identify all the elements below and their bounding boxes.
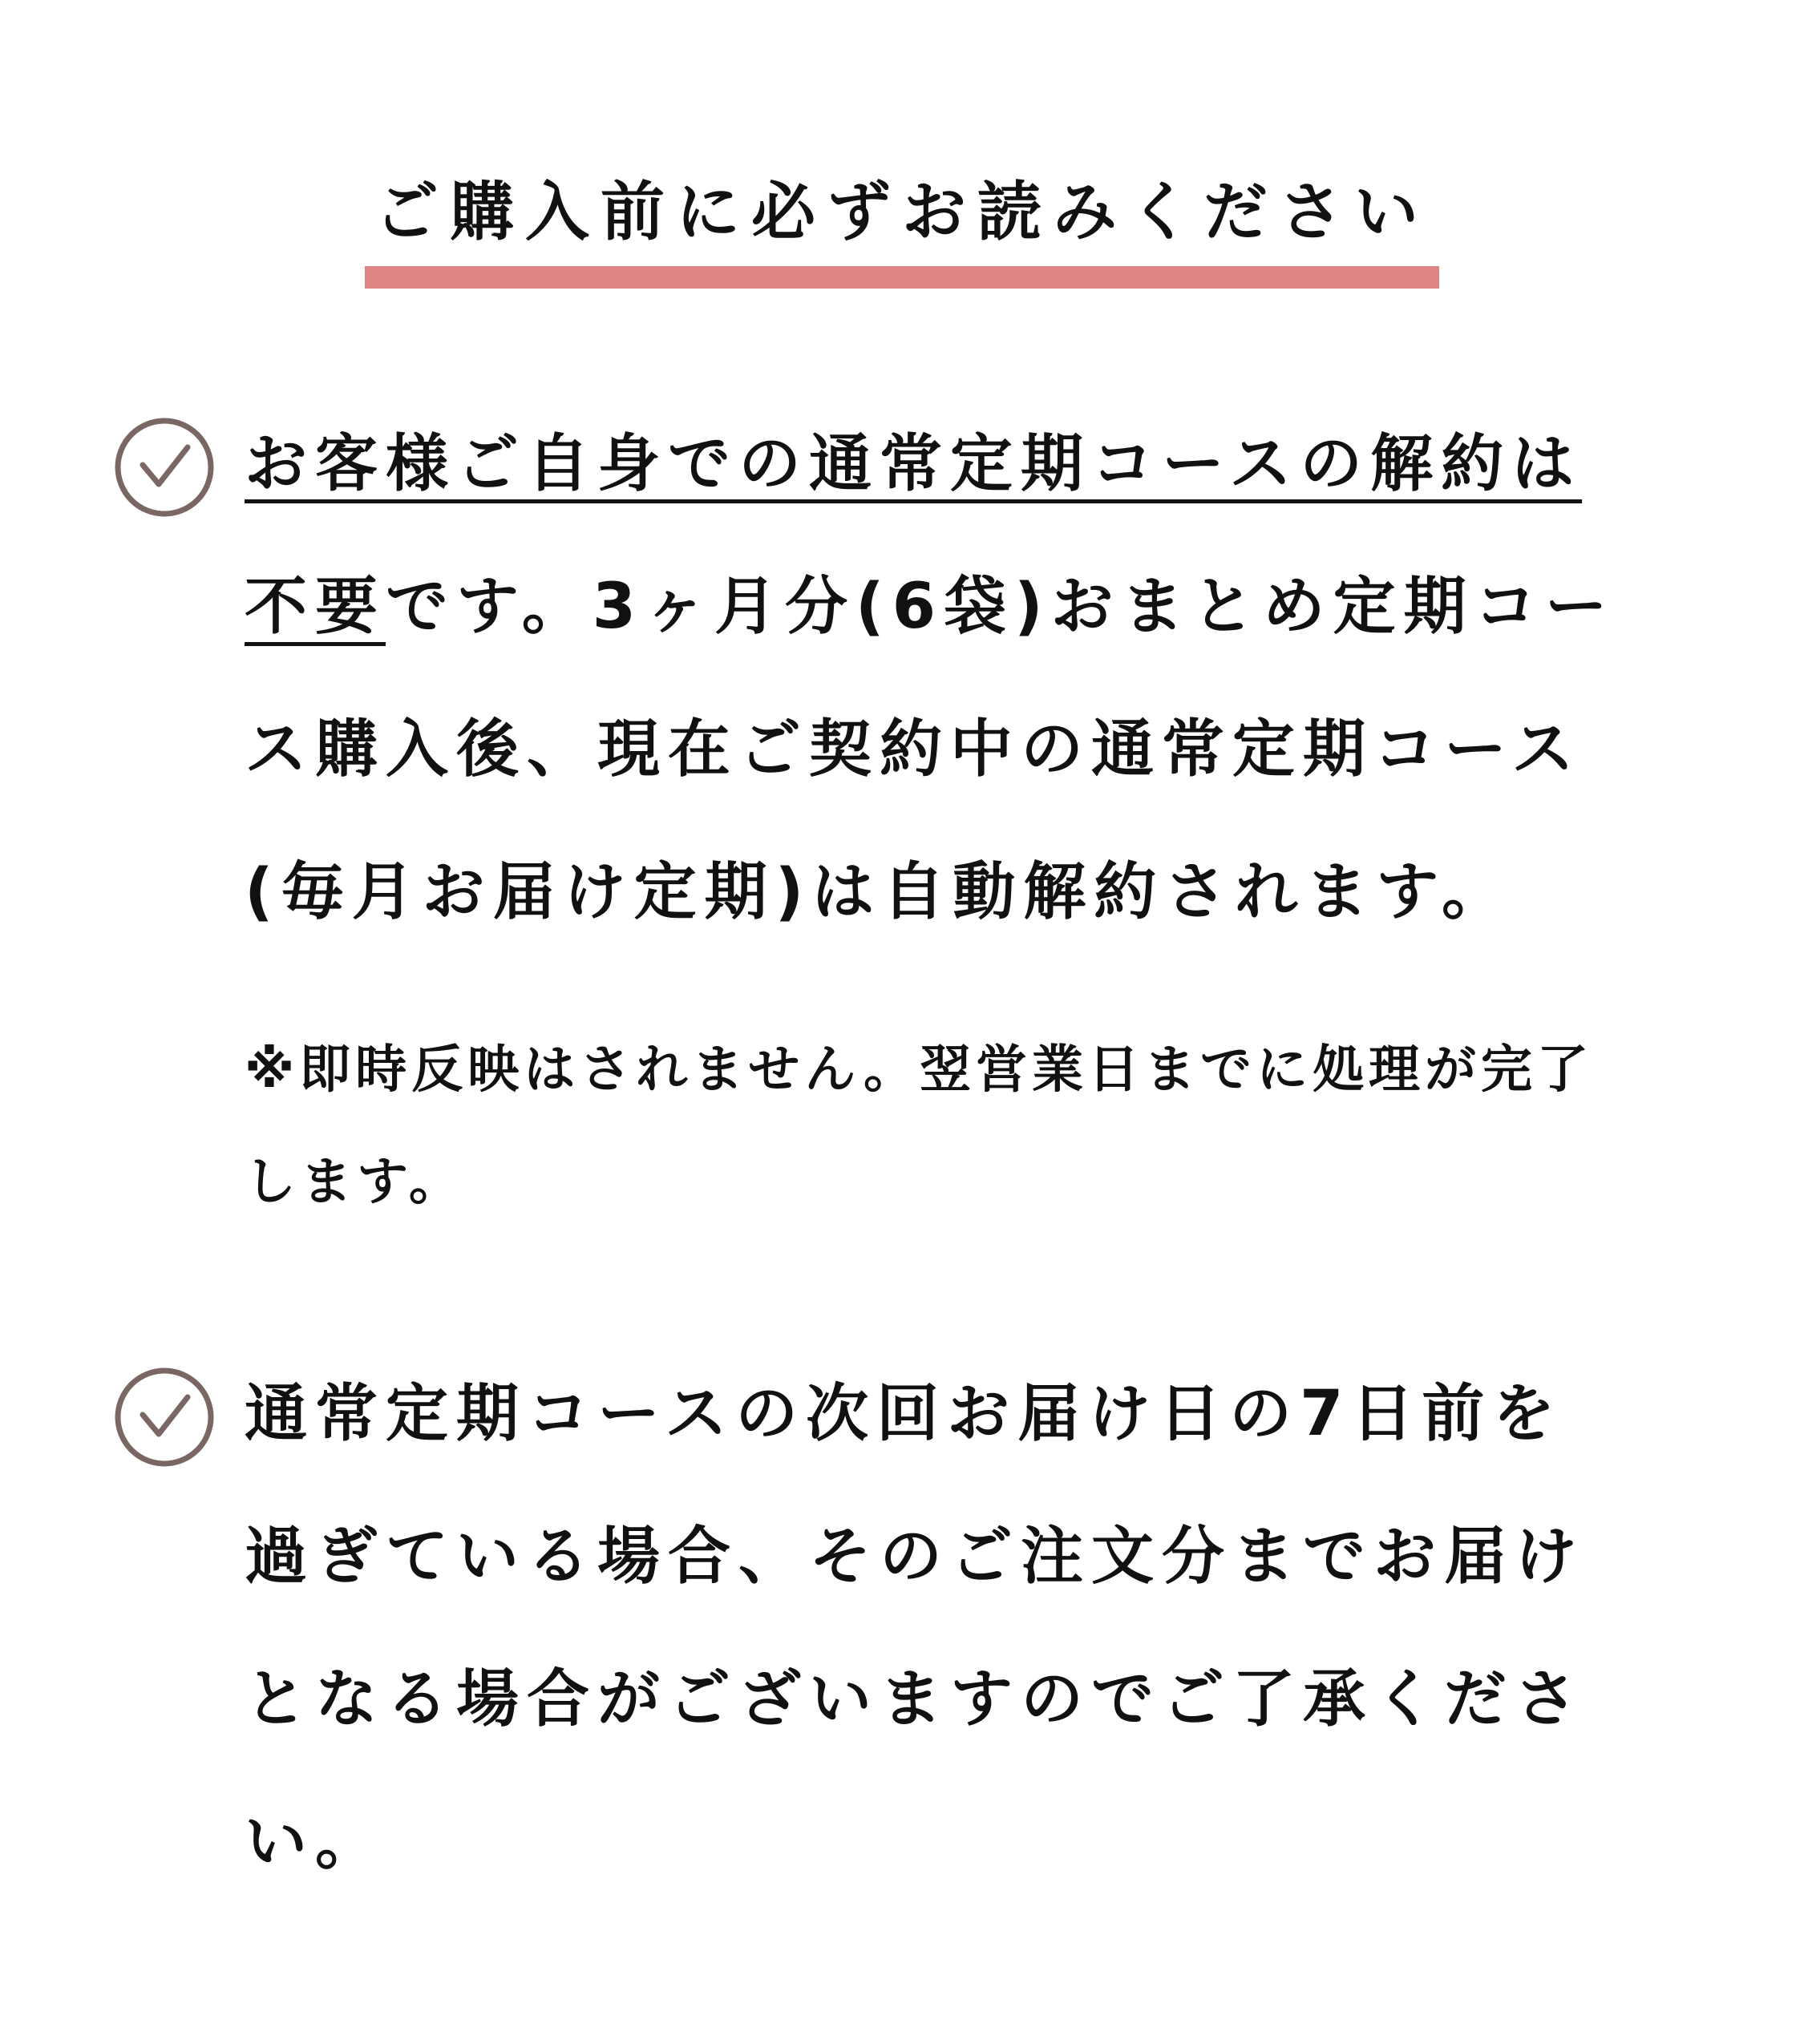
notice-item-1-line-3: ス購入後、現在ご契約中の通常定期コース bbox=[245, 713, 1583, 786]
note-line-2: します。 bbox=[245, 1153, 465, 1212]
heading-underline-bar bbox=[365, 266, 1439, 289]
notice-item-2-line-4: い。 bbox=[245, 1806, 386, 1878]
notice-item-2-line-1: 通常定期コースの次回お届け日の7日前を bbox=[245, 1378, 1563, 1450]
notice-item-1-text bbox=[245, 393, 1680, 963]
notice-item-2-line-3: となる場合がございますのでご了承くださ bbox=[245, 1663, 1586, 1735]
note-line-1: ※即時反映はされません。翌営業日までに処理が完了 bbox=[245, 1040, 1594, 1100]
check-circle-icon bbox=[114, 1367, 215, 1468]
notice-item-1-note bbox=[245, 1014, 1688, 1238]
underlined-lead-2: 不要 bbox=[245, 571, 386, 643]
notice-item-1-line-4: (毎月お届け定期)は自動解約されます。 bbox=[245, 856, 1513, 928]
notice-item-1-line-2 bbox=[245, 535, 1680, 678]
line-2-rest: です。3ヶ月分(6袋)おまとめ定期コー bbox=[386, 571, 1616, 643]
notice-item-2-line-2: 過ぎている場合、そのご注文分までお届け bbox=[245, 1521, 1586, 1593]
notice-item-1-line-1 bbox=[245, 393, 1680, 535]
underlined-lead: お客様ご自身での通常定期コースの解約は bbox=[245, 428, 1583, 500]
check-circle-icon bbox=[114, 417, 215, 518]
heading-title: ご購入前に必ずお読みください bbox=[374, 175, 1430, 249]
notice-item-2-text bbox=[245, 1343, 1680, 1913]
